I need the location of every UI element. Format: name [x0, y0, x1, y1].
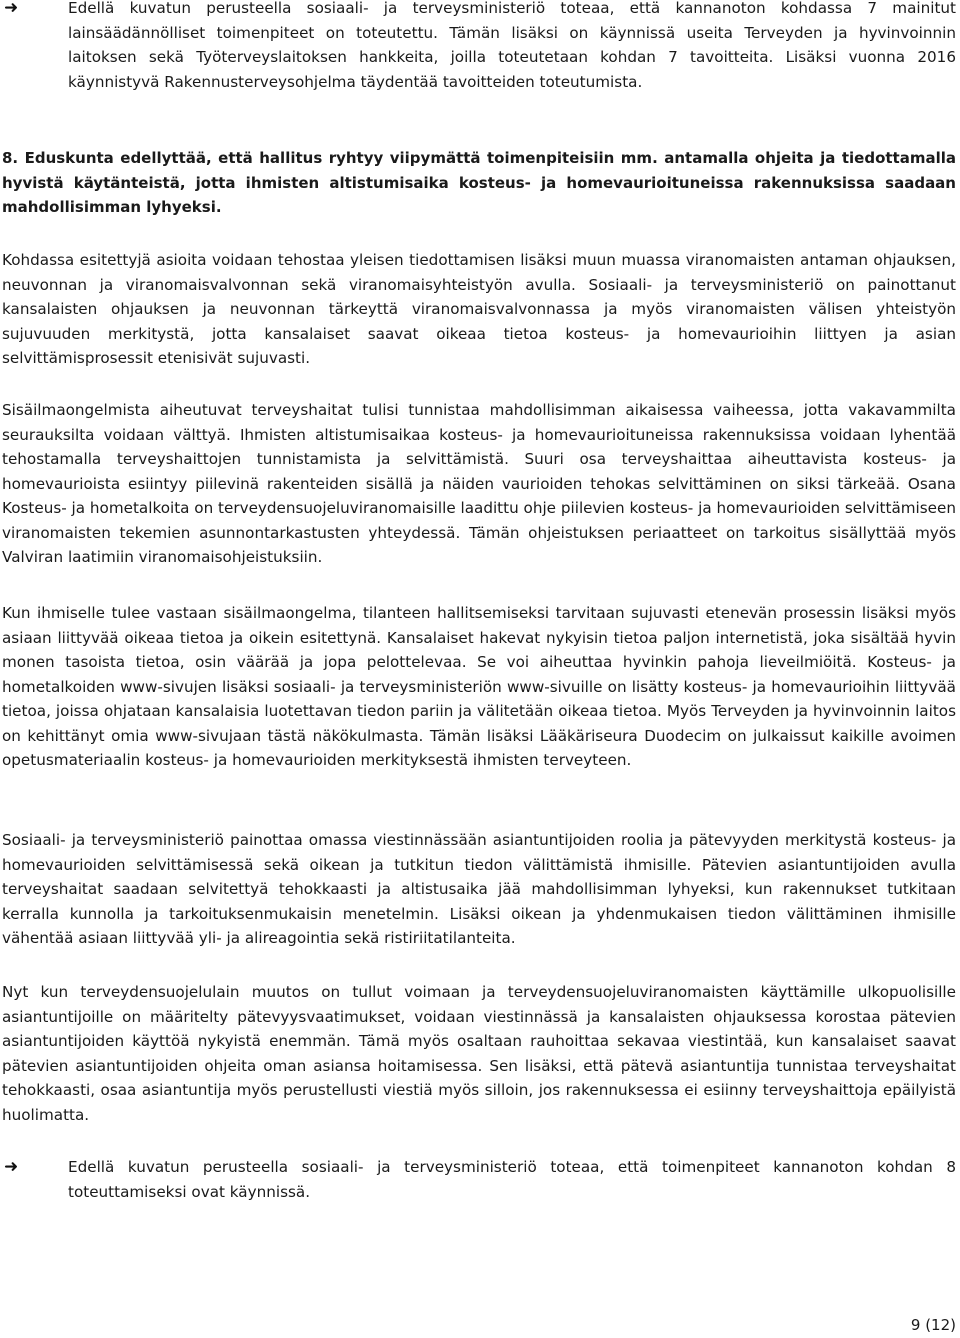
paragraph-1: Kohdassa esitettyjä asioita voidaan tehostaa yleisen tiedottamisen lisäksi muun muassa viranomaisten antaman ohjauksen, neuvonnan ja viranomaisvalvonnan sekä viranomaisyhteistyön avulla. Sosiaali- ja terveysministeriö on painottanut kansalaisten ohjauksen ja neuvonnan tärkeyttä viranomaisvalvonnassa ja myös viranomaisten välisen yhteistyön sujuvuuden merkitystä, jotta kansalaiset saavat oikeaa tietoa kosteus- ja homevaurioihin liittyen ja asian selvittämisprosessit etenisivät sujuvasti.: [2, 251, 956, 367]
page-number: 9 (12): [910, 1316, 956, 1334]
bullet-text-bottom: Edellä kuvatun perusteella sosiaali- ja terveysministeriö toteaa, että toimenpiteet kannanoton kohdan 8 toteuttamiseksi ovat käynnissä.: [68, 1158, 956, 1201]
conclusion-bullet-bottom: [0, 1155, 956, 1204]
paragraph-4: Sosiaali- ja terveysministeriö painottaa omassa viestinnässään asiantuntijoiden roolia ja pätevyyden merkitystä kosteus- ja homevaurioiden selvittämisessä sekä oikean ja tutkitun tiedon välittämistä ihmisille. Pätevien asiantuntijoiden avulla terveyshaitat saadaan selvitettyä tehokkaasti ja altistusaika jää mahdollisimman lyhyeksi, kun rakennukset tutkitaan kerralla kunnolla ja tarkoituksenmukaisin menetelmin. Lisäksi oikean ja yhdenmukaisen tiedon välittäminen ihmisille vähentää asiaan liittyvää yli- ja alireagointia sekä ristiriitatilanteita.: [2, 831, 956, 947]
paragraph-2: Sisäilmaongelmista aiheutuvat terveyshaitat tulisi tunnistaa mahdollisimman aikaisessa vaiheessa, jotta vakavammilta seurauksilta voidaan välttyä. Ihmisten altistumisaikaa kosteus- ja homevaurioituneissa rakennuksissa voidaan lyhentää tehostamalla terveyshaittojen tunnistamista ja selvittämistä. Suuri osa terveyshaittaa aiheuttavista kosteus- ja homevaurioista esiintyy piilevinä rakenteiden sisällä ja näiden vaurioiden tehokas selvittäminen on siksi tärkeää. Osana Kosteus- ja hometalkoita on terveydensuojeluviranomaisille laadittu ohje piilevien kosteus- ja homevaurioiden selvittämiseen viranomaisten tekemien asunnontarkastusten yhteydessä. Tämän ohjeistuksen periaatteet on tarkoitus sisällyttää myös Valviran laatimiin viranomaisohjeistuksiin.: [2, 401, 956, 566]
bullet-text-top: Edellä kuvatun perusteella sosiaali- ja terveysministeriö toteaa, että kannanoton kohdassa 7 mainitut lainsäädännölliset toimenpiteet on toteutettu. Tämän lisäksi on käynnissä useita Terveyden ja hyvinvoinnin laitoksen sekä Työterveyslaitoksen hankkeita, joilla toteutetaan kohdan 7 tavoitteita. Lisäksi vuonna 2016 käynnistyvä Rakennusterveysohjelma täydentää tavoitteiden toteutumista.: [68, 0, 956, 91]
paragraph-3: Kun ihmiselle tulee vastaan sisäilmaongelma, tilanteen hallitsemiseksi tarvitaan sujuvasti etenevän prosessin lisäksi myös asiaan liittyvää oikeaa tietoa ja oikein esitettynä. Kansalaiset hakevat nykyisin tietoa paljon internetistä, joka sisältää hyvin monen tasoista tietoa, osin väärää ja jopa pelottelevaa. Se voi aiheuttaa hyvinkin pahoja lieveilmiöitä. Kosteus- ja hometalkoiden www-sivujen lisäksi sosiaali- ja terveysministeriön www-sivuille on lisätty kosteus- ja homevaurioihin liittyvää tietoa, joissa ohjataan kansalaisia luotettavan tiedon pariin ja välitetään oikeaa tietoa. Myös Terveyden ja hyvinvoinnin laitos on kehittänyt omia www-sivujaan tästä näkökulmasta. Tämän lisäksi Lääkäriseura Duodecim on julkaissut kaikille avoimen opetusmateriaalin kosteus- ja homevaurioiden merkityksestä ihmisten terveyteen.: [2, 604, 956, 769]
conclusion-bullet-top: [0, 0, 956, 94]
paragraph-5: Nyt kun terveydensuojelulain muutos on tullut voimaan ja terveydensuojeluviranomaisten käyttämille ulkopuolisille asiantuntijoille on määritelty pätevyysvaatimukset, voidaan viestinnässä ja kansalaisten ohjauksessa korostaa pätevien asiantuntijoiden käyttöä nykyistä enemmän. Tämä myös osaltaan rauhoittaa sekavaa viestintää, kun kansalaiset saavat pätevien asiantuntijoiden ohjeita oman asiansa hoitamisessa. Sen lisäksi, että pätevä asiantuntija tunnistaa terveyshaitat tehokkaasti, osaa asiantuntija myös perustellusti viestiä myös silloin, jos rakennuksessa ei esiinny terveyshaittoja epäilyistä huolimatta.: [2, 983, 956, 1124]
right-arrow-icon: ➜: [4, 1157, 19, 1177]
section-8-heading: 8. Eduskunta edellyttää, että hallitus ryhtyy viipymättä toimenpiteisiin mm. antamalla ohjeita ja tiedottamalla hyvistä käytänteistä, jotta ihmisten altistumisaika kosteus- ja homevaurioituneissa rakennuksissa saadaan mahdollisimman lyhyeksi.: [2, 149, 956, 216]
right-arrow-icon: ➜: [4, 0, 19, 18]
